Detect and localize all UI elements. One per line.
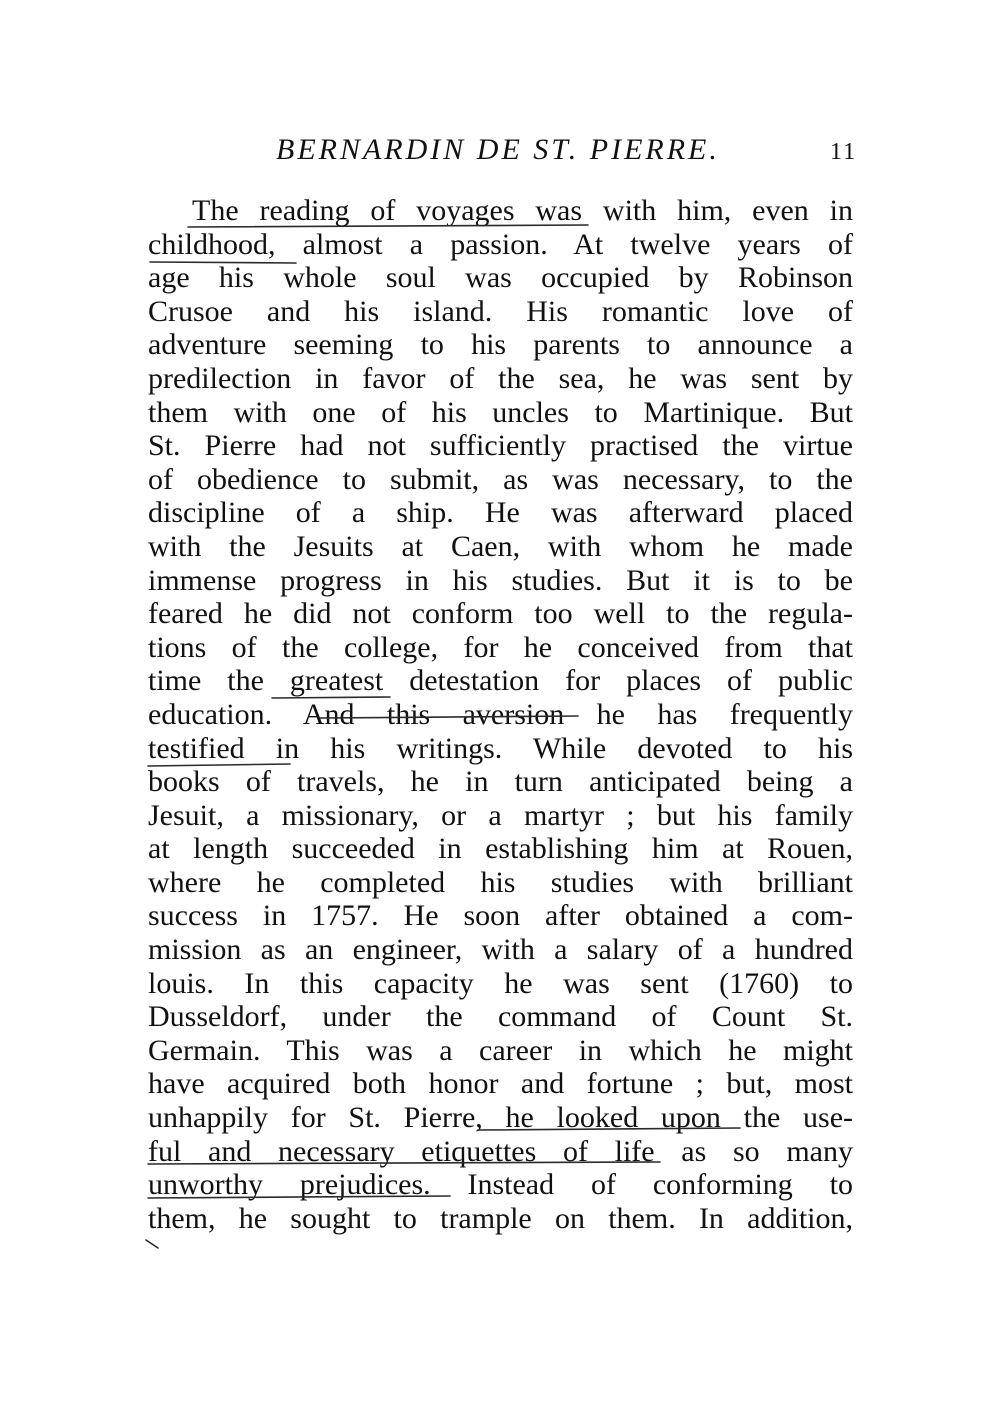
text-line: books of travels, he in turn anticipated being a [148,765,853,799]
body-paragraph [148,194,853,1235]
text-line: time the greatest detestation for places of public [148,664,853,698]
text-line: them, he sought to trample on them. In addition, [148,1201,853,1235]
text-line: feared he did not conform too well to the regula- [148,597,853,631]
text-line: age his whole soul was occupied by Robinson [148,261,853,295]
text-line: louis. In this capacity he was sent (1760) to [148,966,853,1000]
text-line: at length succeeded in establishing him at Rouen, [148,832,853,866]
text-line: education. And this aversion he has frequently [148,697,853,731]
text-line: adventure seeming to his parents to announce a [148,328,853,362]
text-line: with the Jesuits at Caen, with whom he made [148,529,853,563]
page-number: 11 [830,139,858,165]
text-line: Dusseldorf, under the command of Count St. [148,1000,853,1034]
text-line: testified in his writings. While devoted to his [148,731,853,765]
text-line: unhappily for St. Pierre, he looked upon the use- [148,1101,853,1135]
text-line: success in 1757. He soon after obtained a com- [148,899,853,933]
text-line: The reading of voyages was with him, even in [192,194,853,227]
text-line: St. Pierre had not sufficiently practised the virtue [148,429,853,463]
running-title: BERNARDIN DE ST. PIERRE. [276,133,720,166]
text-line: Crusoe and his island. His romantic love of [148,294,853,328]
text-line: childhood, almost a passion. At twelve years of [148,227,853,261]
text-line: of obedience to submit, as was necessary, to the [148,462,853,496]
text-line: tions of the college, for he conceived from that [148,630,853,664]
text-line: mission as an engineer, with a salary of a hundred [148,933,853,967]
text-line: Jesuit, a missionary, or a martyr ; but his family [148,798,853,832]
text-line: ful and necessary etiquettes of life as so many [148,1134,853,1168]
text-line: discipline of a ship. He was afterward placed [148,496,853,530]
text-line: have acquired both honor and fortune ; but, most [148,1067,853,1101]
text-line: predilection in favor of the sea, he was sent by [148,361,853,395]
text-line: unworthy prejudices. Instead of conforming to [148,1168,853,1202]
text-line: where he completed his studies with brilliant [148,865,853,899]
text-line: them with one of his uncles to Martinique. But [148,395,853,429]
text-line: Germain. This was a career in which he might [148,1033,853,1067]
pencil-mark [146,1240,158,1248]
text-line: immense progress in his studies. But it is to be [148,563,853,597]
